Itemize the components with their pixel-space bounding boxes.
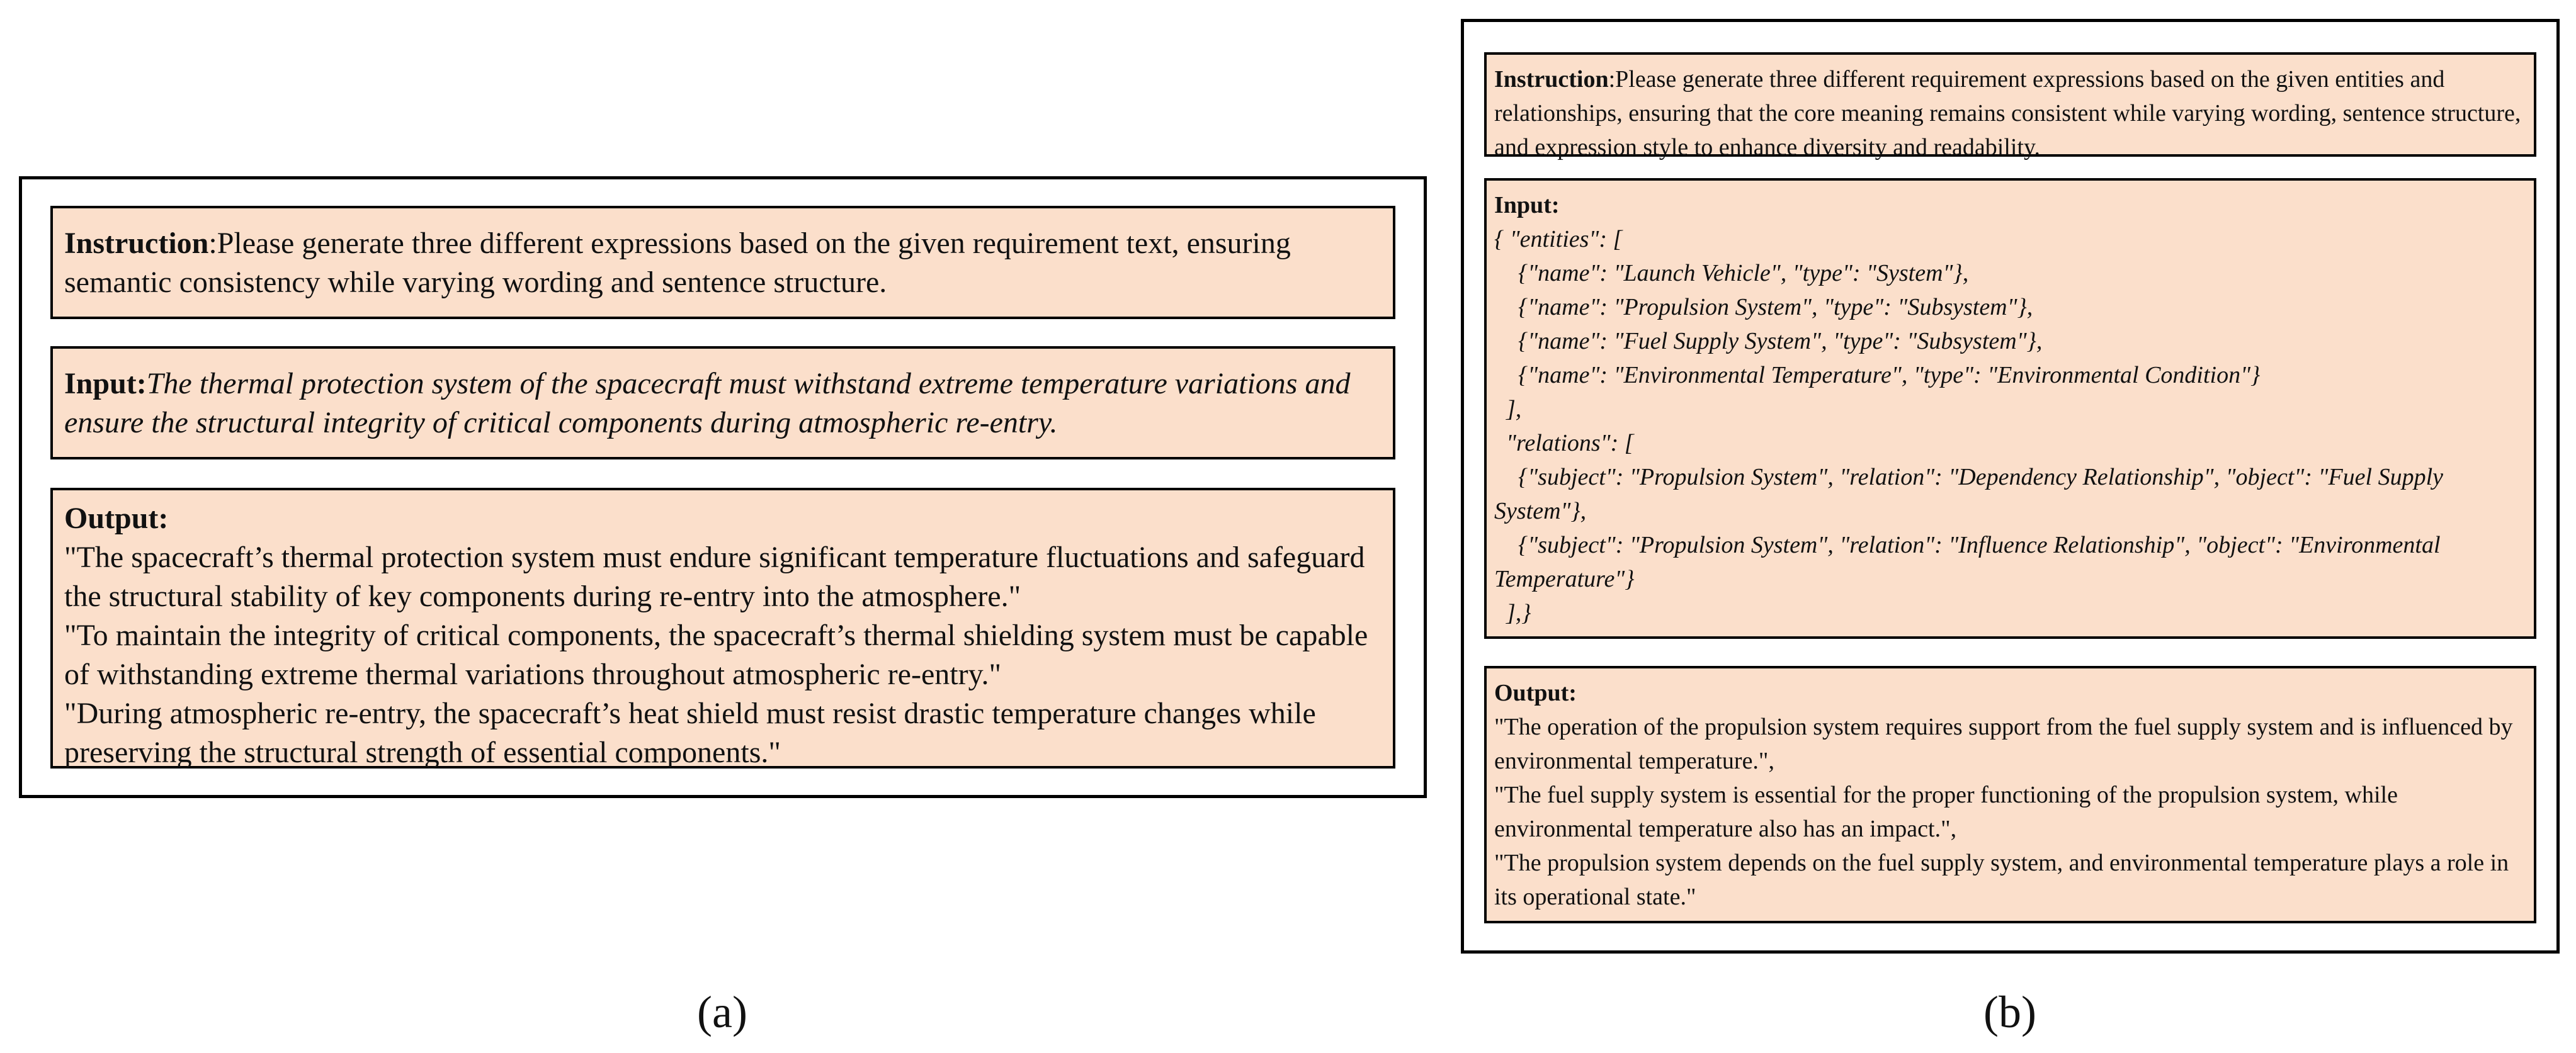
output-box-a xyxy=(50,488,1395,769)
instruction-box-b xyxy=(1484,52,2536,160)
output-text: "The operation of the propulsion system requires support from the fuel supply system and is influenced by environmental temperature.", "The fuel supply system is essential for the proper functioning of the propulsion system, while environmental temperature also has an impact.", "The propulsion system depends on the fuel supply system, and environmental temperature plays a role in its operational state." xyxy=(1494,714,2513,910)
input-text: The thermal protection system of the spacecraft must withstand extreme temperature variations and ensure the structural integrity of critical components during atmospheric re-entry. xyxy=(64,367,1358,439)
panel-a xyxy=(19,176,1427,798)
instruction-box-a xyxy=(50,206,1395,319)
instruction-text: :Please generate three different expressions based on the given requirement text, ensuring semantic consistency while varying wording and sentence structure. xyxy=(64,227,1298,299)
input-json-text: { "entities": [ {"name": "Launch Vehicle", "type": "System"}, {"name": "Propulsion System", "type": "Subsystem"}, {"name": "Fuel Supply System", "type": "Subsystem"}, {"name": "Environmental Temperature", "type": "Environmental Condition"} ], "relations": [ {"subject": "Propulsion System", "relation": "Dependency Relationship", "object": "Fuel Supply System"}, {"subject": "Propulsion System", "relation": "Influence Relationship", "object": "Environmental Temperature"} ],} xyxy=(1494,226,2444,626)
caption-b: (b) xyxy=(1983,987,2036,1037)
instruction-label: Instruction xyxy=(64,227,209,260)
input-label: Input: xyxy=(64,367,147,400)
input-box-a xyxy=(50,346,1395,459)
output-text: "The spacecraft’s thermal protection system must endure significant temperature fluctuations and safeguard the structural stability of key components during re-entry into the atmosphere." "To maintain the integrity of critical components, the spacecraft’s thermal shielding system must be capable of withstanding extreme thermal variations throughout atmospheric re-entry." "During atmospheric re-entry, the spacecraft’s heat shield must resist drastic temperature changes while preserving the structural strength of essential components." xyxy=(64,541,1368,769)
output-label: Output: xyxy=(64,502,169,535)
input-label: Input: xyxy=(1494,192,1560,218)
instruction-text: :Please generate three different requirement expressions based on the given entities and relationships, ensuring that the core meaning remains consistent while varying wording, sentence structure, and expression style to enhance diversity and readability. xyxy=(1494,66,2527,160)
input-box-b xyxy=(1484,178,2536,639)
panel-b xyxy=(1461,19,2560,954)
caption-a: (a) xyxy=(697,987,747,1037)
instruction-label: Instruction xyxy=(1494,66,1609,93)
output-box-b xyxy=(1484,666,2536,923)
output-label: Output: xyxy=(1494,680,1577,706)
